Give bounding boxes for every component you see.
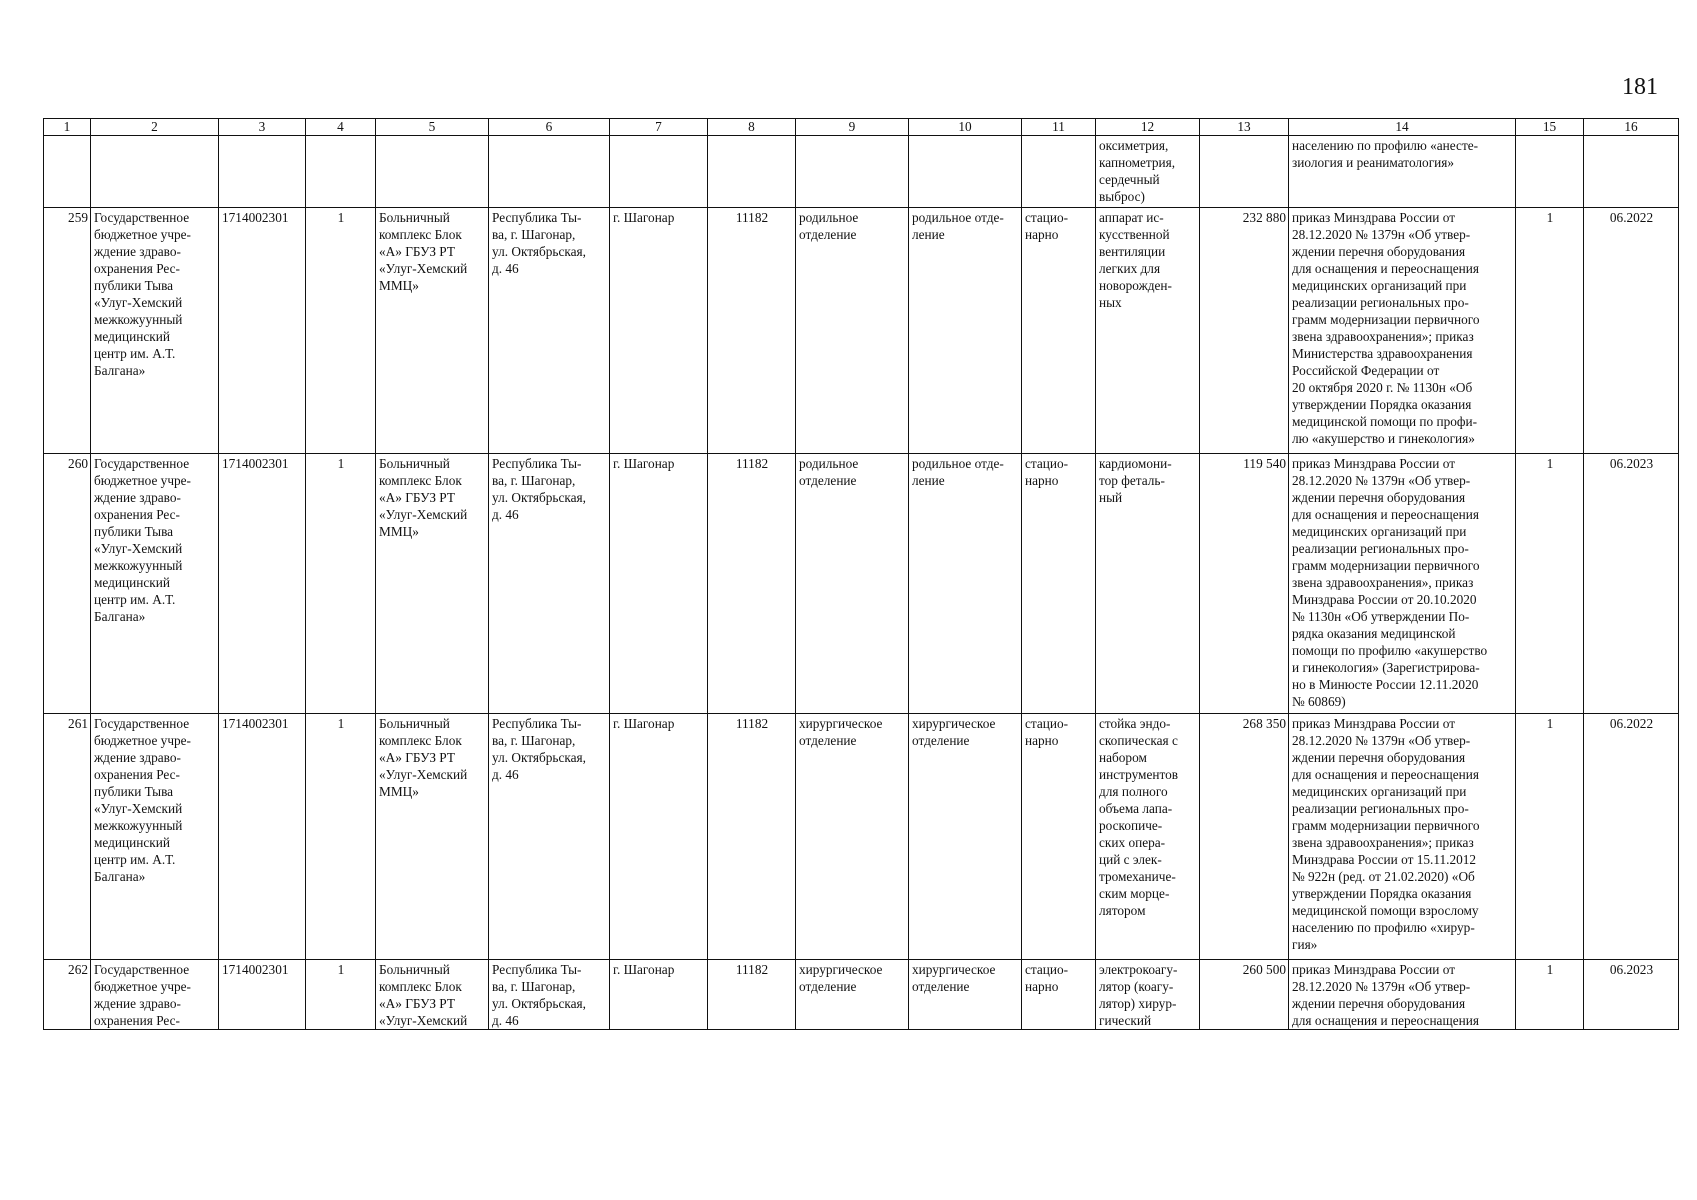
continuation-row <box>44 136 1679 208</box>
settlement-cell: г. Шагонар <box>610 714 708 960</box>
legal-basis-cell: населению по профилю «анесте- зиология и реаниматология» <box>1289 136 1516 208</box>
care-form-cell: стацио- нарно <box>1022 714 1096 960</box>
legal-basis-cell: приказ Минздрава России от 28.12.2020 № 1379н «Об утвер- ждении перечня оборудования для оснащения и переоснащения <box>1289 960 1516 1030</box>
date-cell: 06.2023 <box>1584 960 1679 1030</box>
code-cell: 11182 <box>708 208 796 454</box>
column-header: 12 <box>1096 119 1200 136</box>
column-header: 9 <box>796 119 909 136</box>
equipment-name-cell: кардиомони- тор феталь- ный <box>1096 454 1200 714</box>
row-number-cell: 262 <box>44 960 91 1030</box>
column-header: 13 <box>1200 119 1289 136</box>
address-cell: Республика Ты- ва, г. Шагонар, ул. Октябрьская, д. 46 <box>489 454 610 714</box>
organization-cell: Государственное бюджетное учре- ждение здраво- охранения Рес- <box>91 960 219 1030</box>
settlement-cell: г. Шагонар <box>610 208 708 454</box>
facility-cell: Больничный комплекс Блок «А» ГБУЗ РТ «Улуг-Хемский <box>376 960 489 1030</box>
quantity-cell: 1 <box>1516 208 1584 454</box>
organization-cell: Государственное бюджетное учре- ждение здраво- охранения Рес- публики Тыва «Улуг-Хемский межкожуунный медицинский центр им. А.Т. Балгана» <box>91 454 219 714</box>
table-cell <box>1200 136 1289 208</box>
column-header: 5 <box>376 119 489 136</box>
table-cell <box>306 136 376 208</box>
facility-cell: Больничный комплекс Блок «А» ГБУЗ РТ «Улуг-Хемский ММЦ» <box>376 208 489 454</box>
column-header: 7 <box>610 119 708 136</box>
column-header: 16 <box>1584 119 1679 136</box>
address-cell: Республика Ты- ва, г. Шагонар, ул. Октябрьская, д. 46 <box>489 960 610 1030</box>
department-cell: хирургическое отделение <box>796 960 909 1030</box>
column-header: 10 <box>909 119 1022 136</box>
date-cell: 06.2023 <box>1584 454 1679 714</box>
inn-cell: 1714002301 <box>219 454 306 714</box>
facility-cell: Больничный комплекс Блок «А» ГБУЗ РТ «Улуг-Хемский ММЦ» <box>376 454 489 714</box>
care-form-cell: стацио- нарно <box>1022 208 1096 454</box>
settlement-cell: г. Шагонар <box>610 454 708 714</box>
code-cell: 11182 <box>708 714 796 960</box>
table-row <box>44 960 1679 1030</box>
equipment-name-cell: электрокоагу- лятор (коагу- лятор) хирур- гический <box>1096 960 1200 1030</box>
quantity-cell: 1 <box>1516 454 1584 714</box>
legal-basis-cell: приказ Минздрава России от 28.12.2020 № 1379н «Об утвер- ждении перечня оборудования для оснащения и переоснащения медицинских организаций при реализации региональных про- грамм модернизации первичного звена здравоохранения»; приказ Минздрава России от 15.11.2012 № 922н (ред. от 21.02.2020) «Об утверждении Порядка оказания медицинской помощи взрослому населению по профилю «хирур- гия» <box>1289 714 1516 960</box>
table-cell <box>489 136 610 208</box>
column-header: 3 <box>219 119 306 136</box>
inn-cell: 1714002301 <box>219 714 306 960</box>
table-row <box>44 208 1679 454</box>
column-header: 14 <box>1289 119 1516 136</box>
settlement-cell: г. Шагонар <box>610 960 708 1030</box>
table-cell <box>91 136 219 208</box>
table-row <box>44 454 1679 714</box>
col4-cell: 1 <box>306 714 376 960</box>
legal-basis-cell: приказ Минздрава России от 28.12.2020 № 1379н «Об утвер- ждении перечня оборудования для оснащения и переоснащения медицинских организаций при реализации региональных про- грамм модернизации первичного звена здравоохранения»; приказ Министерства здравоохранения Российской Федерации от 20 октября 2020 г. № 1130н «Об утверждении Порядка оказания медицинской помощи по профи- лю «акушерство и гинекология» <box>1289 208 1516 454</box>
column-header: 1 <box>44 119 91 136</box>
table-cell <box>708 136 796 208</box>
equipment-name-cell: стойка эндо- скопическая с набором инструментов для полного объема лапа- роскопиче- ских опера- ций с элек- тромеханиче- ским морце- лятором <box>1096 714 1200 960</box>
date-cell: 06.2022 <box>1584 714 1679 960</box>
date-cell: 06.2022 <box>1584 208 1679 454</box>
col4-cell: 1 <box>306 454 376 714</box>
quantity-cell: 1 <box>1516 714 1584 960</box>
row-number-cell: 260 <box>44 454 91 714</box>
row-number-cell: 259 <box>44 208 91 454</box>
address-cell: Республика Ты- ва, г. Шагонар, ул. Октябрьская, д. 46 <box>489 208 610 454</box>
organization-cell: Государственное бюджетное учре- ждение здраво- охранения Рес- публики Тыва «Улуг-Хемский межкожуунный медицинский центр им. А.Т. Балгана» <box>91 714 219 960</box>
unit-cell: хирургическое отделение <box>909 714 1022 960</box>
col4-cell: 1 <box>306 208 376 454</box>
department-cell: родильное отделение <box>796 208 909 454</box>
table-cell <box>610 136 708 208</box>
table-cell <box>1516 136 1584 208</box>
amount-cell: 232 880 <box>1200 208 1289 454</box>
care-form-cell: стацио- нарно <box>1022 454 1096 714</box>
legal-basis-cell: приказ Минздрава России от 28.12.2020 № 1379н «Об утвер- ждении перечня оборудования для оснащения и переоснащения медицинских организаций при реализации региональных про- грамм модернизации первичного звена здравоохранения», приказ Минздрава России от 20.10.2020 № 1130н «Об утверждении По- рядка оказания медицинской помощи по профилю «акушерство и гинекология» (Зарегистрирова- но в Минюсте России 12.11.2020 № 60869) <box>1289 454 1516 714</box>
table-cell <box>796 136 909 208</box>
care-form-cell: стацио- нарно <box>1022 960 1096 1030</box>
amount-cell: 268 350 <box>1200 714 1289 960</box>
table-cell <box>1022 136 1096 208</box>
amount-cell: 119 540 <box>1200 454 1289 714</box>
amount-cell: 260 500 <box>1200 960 1289 1030</box>
table-cell <box>376 136 489 208</box>
inn-cell: 1714002301 <box>219 960 306 1030</box>
column-header: 15 <box>1516 119 1584 136</box>
column-header: 6 <box>489 119 610 136</box>
table-cell <box>1584 136 1679 208</box>
address-cell: Республика Ты- ва, г. Шагонар, ул. Октябрьская, д. 46 <box>489 714 610 960</box>
department-cell: родильное отделение <box>796 454 909 714</box>
department-cell: хирургическое отделение <box>796 714 909 960</box>
equipment-table <box>43 118 1679 1030</box>
organization-cell: Государственное бюджетное учре- ждение здраво- охранения Рес- публики Тыва «Улуг-Хемский межкожуунный медицинский центр им. А.Т. Балгана» <box>91 208 219 454</box>
unit-cell: родильное отде- ление <box>909 454 1022 714</box>
column-header: 2 <box>91 119 219 136</box>
table-cell <box>219 136 306 208</box>
table-row <box>44 714 1679 960</box>
code-cell: 11182 <box>708 454 796 714</box>
page-number: 181 <box>1622 74 1658 100</box>
inn-cell: 1714002301 <box>219 208 306 454</box>
column-number-header <box>44 119 1679 136</box>
facility-cell: Больничный комплекс Блок «А» ГБУЗ РТ «Улуг-Хемский ММЦ» <box>376 714 489 960</box>
col4-cell: 1 <box>306 960 376 1030</box>
row-number-cell: 261 <box>44 714 91 960</box>
column-header: 11 <box>1022 119 1096 136</box>
table-cell <box>909 136 1022 208</box>
equipment-name-cell: оксиметрия, капнометрия, сердечный выброс) <box>1096 136 1200 208</box>
code-cell: 11182 <box>708 960 796 1030</box>
quantity-cell: 1 <box>1516 960 1584 1030</box>
column-header: 4 <box>306 119 376 136</box>
column-header: 8 <box>708 119 796 136</box>
unit-cell: хирургическое отделение <box>909 960 1022 1030</box>
unit-cell: родильное отде- ление <box>909 208 1022 454</box>
equipment-name-cell: аппарат ис- кусственной вентиляции легких для новорожден- ных <box>1096 208 1200 454</box>
table-cell <box>44 136 91 208</box>
